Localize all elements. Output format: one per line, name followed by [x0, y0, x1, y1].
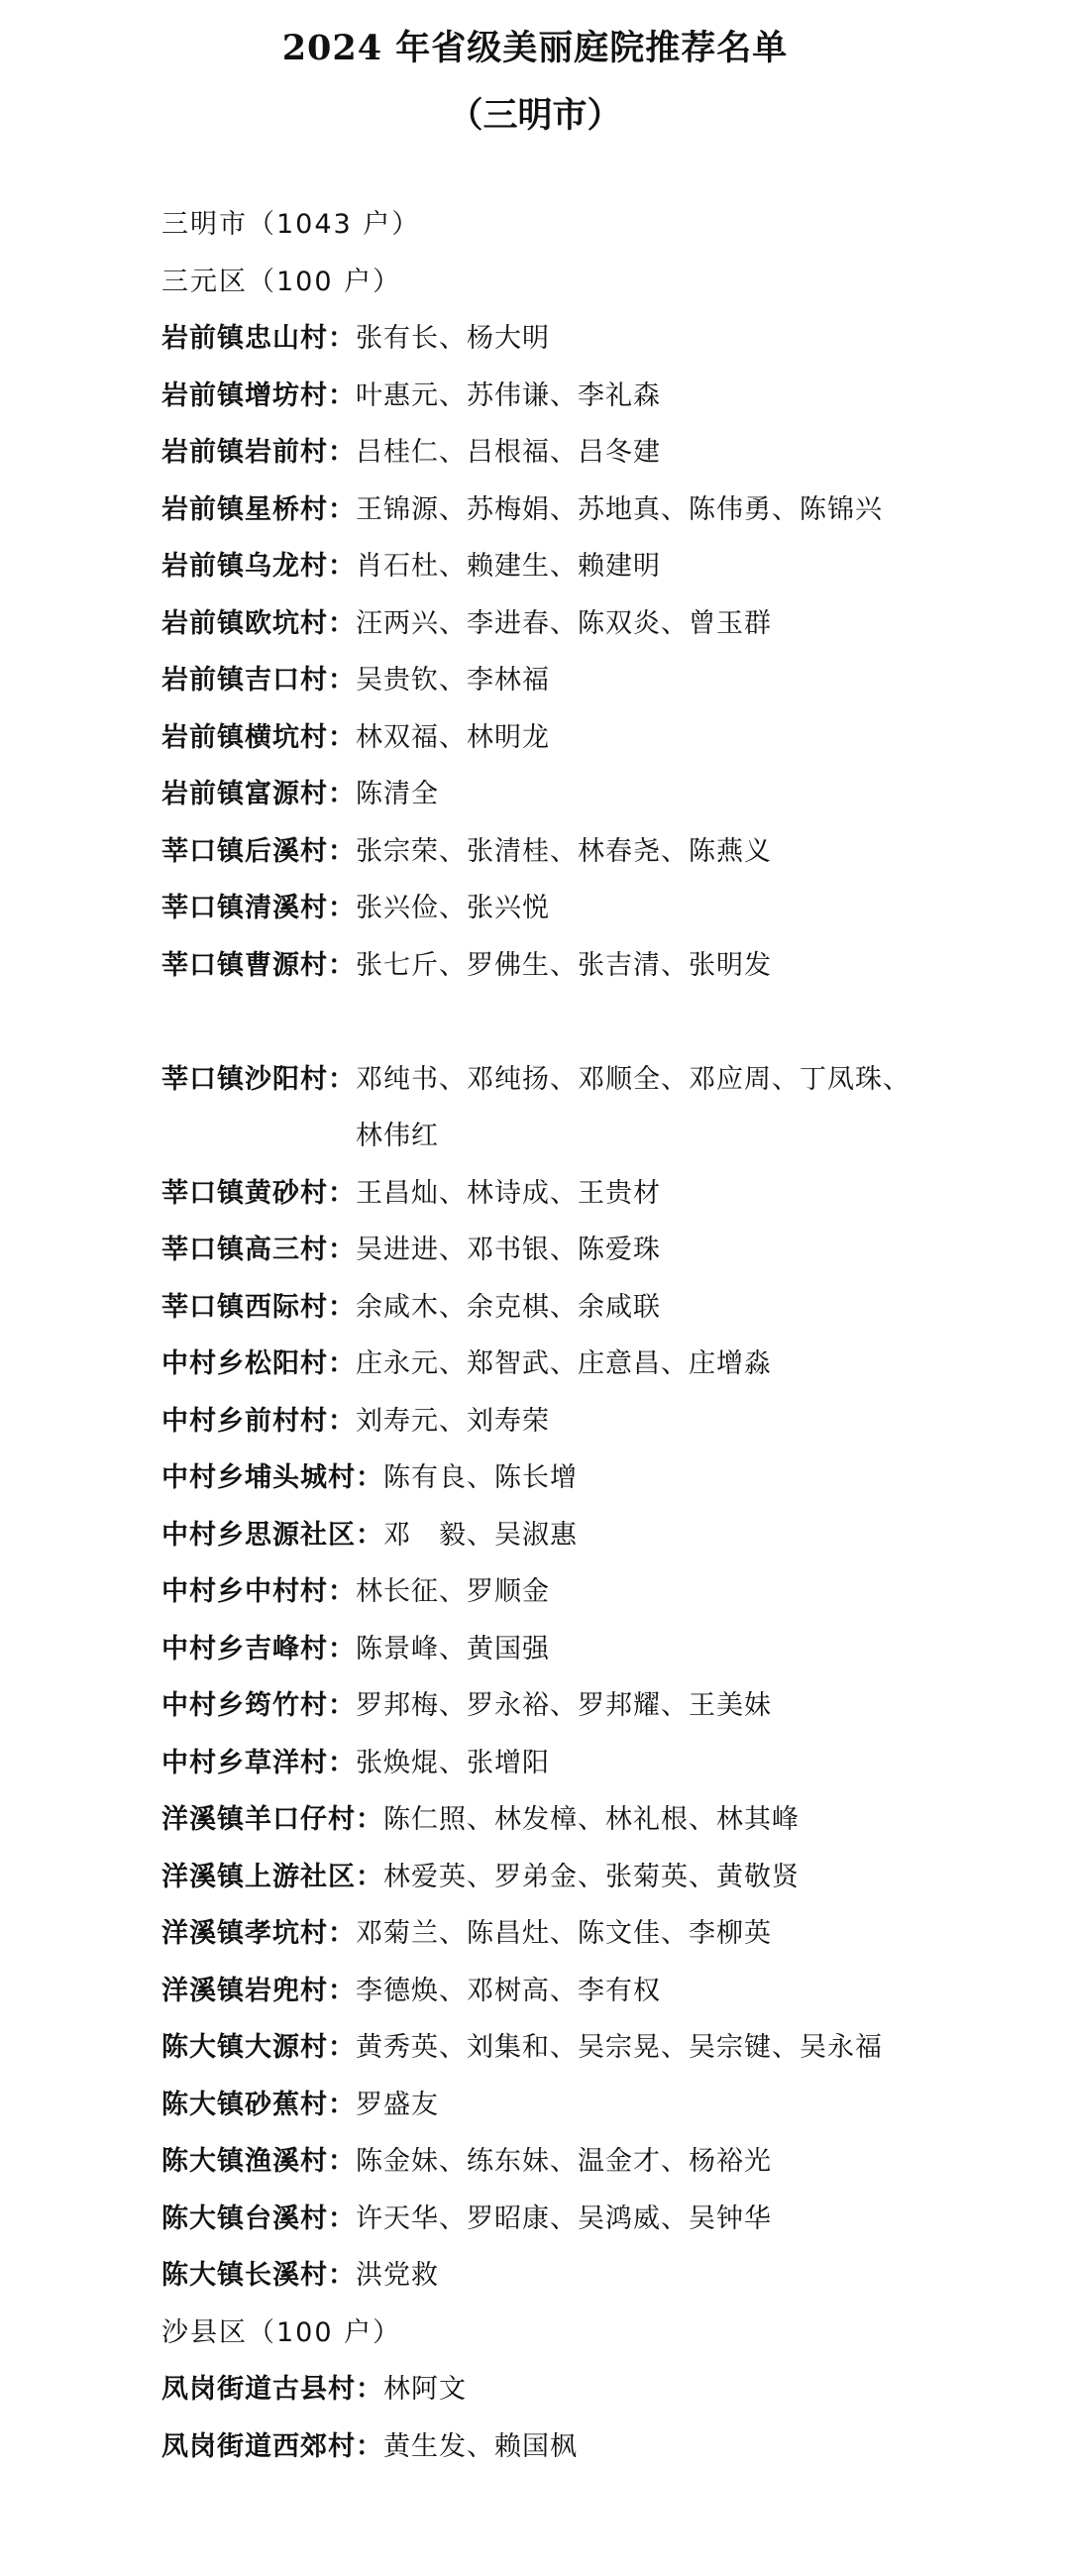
district-heading: [161, 254, 1033, 311]
district-name: 沙县区: [161, 2316, 248, 2348]
household-names: 陈清全: [356, 779, 439, 809]
city-heading: [161, 196, 1033, 254]
list-item: [161, 1563, 1033, 1621]
household-names: 吴贵钦、李林福: [356, 665, 550, 696]
household-names: 张七斤、罗佛生、张吉清、张明发: [356, 949, 772, 981]
list-item: [161, 823, 1033, 881]
list-item: [161, 1051, 1033, 1165]
village-label: 莘口镇高三村：: [161, 1234, 356, 1265]
village-label: 中村乡中村村：: [161, 1576, 356, 1607]
household-names: 罗盛友: [356, 2089, 439, 2120]
household-names: 叶惠元、苏伟谦、李礼森: [356, 379, 661, 411]
village-label: 中村乡筠竹村：: [161, 1690, 356, 1721]
village-label: 岩前镇岩前村：: [161, 437, 356, 468]
household-names: 刘寿元、刘寿荣: [356, 1405, 550, 1437]
list-item: [161, 1735, 1033, 1792]
village-label: 岩前镇乌龙村：: [161, 551, 356, 582]
list-item: [161, 595, 1033, 653]
village-label: 岩前镇横坑村：: [161, 721, 356, 753]
household-names: 余咸木、余克棋、余咸联: [356, 1291, 661, 1323]
village-label: 陈大镇台溪村：: [161, 2202, 356, 2234]
list-item: [161, 368, 1033, 425]
household-names: 黄生发、赖国枫: [383, 2430, 578, 2462]
household-names: 王昌灿、林诗成、王贵材: [356, 1177, 661, 1209]
list-item: [161, 1393, 1033, 1450]
village-label: 中村乡草洋村：: [161, 1747, 356, 1778]
village-label: 莘口镇清溪村：: [161, 893, 356, 923]
household-names: 邓纯书、邓纯扬、邓顺全、邓应周、丁凤珠、林伟红: [356, 1063, 910, 1151]
household-names: 陈有良、陈长增: [383, 1462, 578, 1493]
village-label: 凤岗街道西郊村：: [161, 2430, 383, 2462]
village-label: 岩前镇增坊村：: [161, 379, 356, 411]
village-label: 中村乡松阳村：: [161, 1348, 356, 1379]
village-label: 陈大镇砂蕉村：: [161, 2089, 356, 2120]
household-names: 林双福、林明龙: [356, 721, 550, 753]
village-label: 洋溪镇岩兜村：: [161, 1975, 356, 2006]
village-label: 中村乡思源社区：: [161, 1519, 383, 1551]
household-names: 吕桂仁、吕根福、吕冬建: [356, 437, 661, 468]
household-names: 邓 毅、吴淑惠: [383, 1519, 578, 1551]
household-names: 陈金妹、练东妹、温金才、杨裕光: [356, 2146, 772, 2177]
document-subtitle: （三明市）: [448, 95, 622, 136]
household-names: 庄永元、郑智武、庄意昌、庄增淼: [356, 1348, 772, 1379]
list-item: [161, 2247, 1033, 2305]
household-names: 邓菊兰、陈昌灶、陈文佳、李柳英: [356, 1918, 772, 1949]
village-label: 洋溪镇孝坑村：: [161, 1918, 356, 1949]
village-label: 莘口镇后溪村：: [161, 835, 356, 867]
list-item: [161, 538, 1033, 595]
list-item: [161, 2133, 1033, 2191]
list-item: [161, 1165, 1033, 1223]
village-label: 陈大镇长溪村：: [161, 2260, 356, 2291]
household-names: 张宗荣、张清桂、林春尧、陈燕义: [356, 835, 772, 867]
list-item: [161, 1449, 1033, 1507]
household-names: 王锦源、苏梅娟、苏地真、陈伟勇、陈锦兴: [356, 493, 883, 525]
list-item: [161, 652, 1033, 709]
village-label: 洋溪镇羊口仔村：: [161, 1804, 383, 1835]
list-item: [161, 424, 1033, 482]
household-names: 肖石杜、赖建生、赖建明: [356, 551, 661, 582]
household-names: 汪两兴、李进春、陈双炎、曾玉群: [356, 607, 772, 639]
household-names: 张有长、杨大明: [356, 323, 550, 354]
village-label: 凤岗街道古县村：: [161, 2374, 383, 2405]
household-names: 林长征、罗顺金: [356, 1576, 550, 1607]
city-name: 三明市: [161, 209, 248, 240]
list-item: [161, 1963, 1033, 2020]
household-names: 黄秀英、刘集和、吴宗晃、吴宗键、吴永福: [356, 2032, 883, 2063]
list-item: [161, 2361, 1033, 2418]
district-count: （100 户）: [248, 266, 402, 297]
list-item: [161, 310, 1033, 368]
list-item: [161, 2077, 1033, 2134]
household-names: 陈景峰、黄国强: [356, 1633, 550, 1664]
village-label: 莘口镇沙阳村：: [161, 1063, 356, 1095]
village-label: 岩前镇吉口村：: [161, 665, 356, 696]
village-label: 岩前镇富源村：: [161, 779, 356, 809]
list-item: [161, 1279, 1033, 1337]
household-names: 许天华、罗昭康、吴鸿威、吴钟华: [356, 2202, 772, 2234]
document-title: 2024 年省级美丽庭院推荐名单: [281, 28, 789, 68]
household-names: 张兴俭、张兴悦: [356, 893, 550, 923]
village-label: 洋溪镇上游社区：: [161, 1861, 383, 1892]
household-names: 林阿文: [383, 2374, 467, 2405]
village-label: 莘口镇黄砂村：: [161, 1177, 356, 1209]
district-heading: [161, 2305, 1033, 2362]
list-item: [161, 937, 1033, 995]
list-item: [161, 2418, 1033, 2476]
list-item: [161, 2019, 1033, 2077]
village-label: 中村乡埔头城村：: [161, 1462, 383, 1493]
household-names: 罗邦梅、罗永裕、罗邦耀、王美妹: [356, 1690, 772, 1721]
city-count: （1043 户）: [248, 209, 421, 240]
household-names: 林爱英、罗弟金、张菊英、黄敬贤: [383, 1861, 800, 1892]
village-label: 莘口镇西际村：: [161, 1291, 356, 1323]
list-item: [161, 709, 1033, 767]
district-name: 三元区: [161, 266, 248, 297]
list-item: [161, 482, 1033, 539]
household-names: 吴进进、邓书银、陈爱珠: [356, 1234, 661, 1265]
village-label: 岩前镇欧坑村：: [161, 607, 356, 639]
village-label: 陈大镇大源村：: [161, 2032, 356, 2063]
list-item: [161, 766, 1033, 823]
village-label: 岩前镇星桥村：: [161, 493, 356, 525]
list-item: [161, 1507, 1033, 1564]
household-names: 张焕焜、张增阳: [356, 1747, 550, 1778]
page-break-gap: [161, 994, 1033, 1051]
household-names: 陈仁照、林发樟、林礼根、林其峰: [383, 1804, 800, 1835]
list-item: [161, 1849, 1033, 1906]
village-label: 中村乡前村村：: [161, 1405, 356, 1437]
village-label: 中村乡吉峰村：: [161, 1633, 356, 1664]
recommendation-list: [161, 196, 1033, 2475]
list-item: [161, 880, 1033, 937]
list-item: [161, 2191, 1033, 2248]
document-header: [0, 20, 1070, 145]
household-names: 李德焕、邓树高、李有权: [356, 1975, 661, 2006]
list-item: [161, 1905, 1033, 1963]
list-item: [161, 1677, 1033, 1735]
list-item: [161, 1621, 1033, 1678]
household-names: 洪党救: [356, 2260, 439, 2291]
village-label: 莘口镇曹源村：: [161, 949, 356, 981]
village-label: 岩前镇忠山村：: [161, 323, 356, 354]
list-item: [161, 1222, 1033, 1279]
list-item: [161, 1336, 1033, 1393]
list-item: [161, 1791, 1033, 1849]
village-label: 陈大镇渔溪村：: [161, 2146, 356, 2177]
district-count: （100 户）: [248, 2316, 402, 2348]
